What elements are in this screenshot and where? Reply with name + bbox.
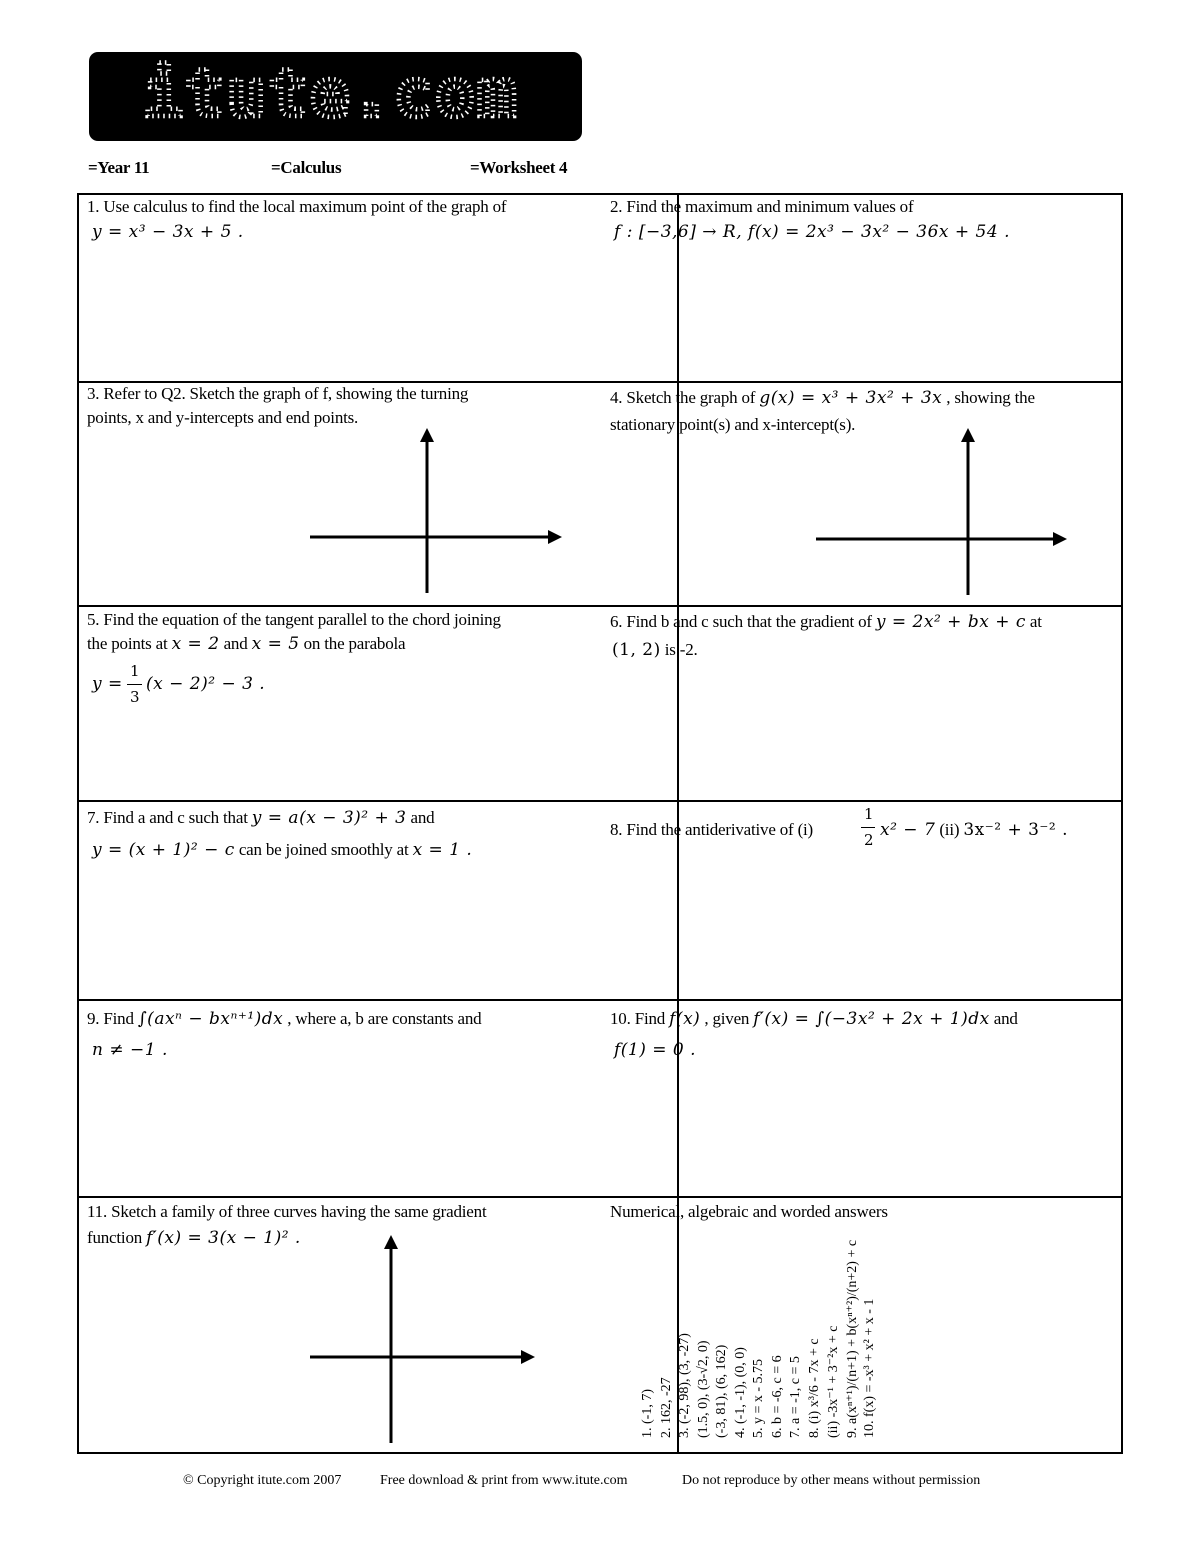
question-7-equation-2: y = (x + 1)² − c bbox=[92, 840, 235, 860]
question-5-equation-3a: y = bbox=[92, 674, 123, 694]
question-4-line-1 bbox=[610, 386, 1035, 410]
subject-label: =Calculus bbox=[271, 158, 342, 177]
question-7-line-1 bbox=[87, 806, 434, 830]
question-5-line-2 bbox=[87, 632, 405, 656]
axes-sketch-q11 bbox=[305, 1230, 545, 1445]
axes-sketch-q4 bbox=[812, 425, 1072, 595]
question-4-equation: g(x) = x³ + 3x² + 3x bbox=[759, 388, 943, 408]
question-6-equation-1: y = 2x² + bx + c bbox=[875, 612, 1026, 632]
question-4-line-2: stationary point(s) and x-intercept(s). bbox=[610, 415, 856, 434]
question-2-equation: f : [−3,6] → R, f(x) = 2x³ − 3x² − 36x + 54 . bbox=[614, 222, 1010, 242]
answers-heading: Numerical, algebraic and worded answers bbox=[610, 1202, 888, 1221]
answer-line: 8. (i) x³/6 - 7x + c bbox=[806, 1338, 822, 1438]
answer-line: 7. a = -1, c = 5 bbox=[788, 1356, 803, 1438]
logo-dot-text bbox=[89, 52, 582, 141]
question-4-text-b: , showing the bbox=[942, 388, 1035, 407]
question-5-equation-3b: (x − 2)² − 3 . bbox=[146, 674, 266, 694]
grid-divider-row-3 bbox=[79, 800, 1121, 802]
question-5-text-a: the points at bbox=[87, 634, 172, 653]
question-7-text-a: 7. Find a and c such that bbox=[87, 808, 252, 827]
answer-line: 3. (-2, 98), (3, -27) bbox=[677, 1333, 692, 1438]
question-9-equation-2: n ≠ −1 . bbox=[92, 1040, 168, 1060]
footer-download: Free download & print from www.itute.com bbox=[380, 1473, 628, 1488]
question-10-text-a: 10. Find bbox=[610, 1009, 670, 1028]
footer-copyright: © Copyright itute.com 2007 bbox=[183, 1473, 342, 1488]
question-10-equation-1: f(x) bbox=[669, 1009, 701, 1029]
question-9-equation-1: ∫(axⁿ − bxⁿ⁺¹)dx bbox=[137, 1009, 284, 1029]
itute-logo bbox=[89, 52, 582, 141]
question-6-line-2 bbox=[612, 638, 698, 662]
question-5-text-b: and bbox=[219, 634, 252, 653]
worksheet-label: =Worksheet 4 bbox=[470, 158, 568, 177]
question-10-text-c: and bbox=[989, 1009, 1018, 1028]
answer-line: 6. b = -6, c = 6 bbox=[769, 1355, 785, 1438]
question-8-equation-1: x² − 7 bbox=[880, 820, 936, 840]
grid-divider-row-2 bbox=[79, 605, 1121, 607]
question-5-text-c: on the parabola bbox=[299, 634, 406, 653]
question-5-equation-2: x = 5 bbox=[251, 634, 300, 654]
answer-line: (ii) -3x⁻¹ + 3⁻²x + c bbox=[826, 1325, 841, 1438]
question-8-text-a: 8. Find the antiderivative of (i) bbox=[610, 820, 814, 839]
question-8-fraction-denominator: 2 bbox=[864, 831, 875, 849]
question-7-equation-3: x = 1 . bbox=[412, 840, 473, 860]
answer-line: (-3, 81), (6, 162) bbox=[714, 1344, 729, 1438]
question-5-line-1: 5. Find the equation of the tangent parallel to the chord joining bbox=[87, 610, 501, 629]
grid-divider-row-5 bbox=[79, 1196, 1121, 1198]
question-11-text-a: function bbox=[87, 1228, 147, 1247]
answer-line: 10. f(x) = -x³ + x² + x - 1 bbox=[862, 1298, 877, 1438]
question-9-text-a: 9. Find bbox=[87, 1009, 138, 1028]
question-2-text: 2. Find the maximum and minimum values of bbox=[610, 197, 914, 216]
question-10-line-1 bbox=[610, 1007, 1018, 1031]
logo-text: itute.com bbox=[143, 55, 519, 132]
answer-line: 5. y = x - 5.75 bbox=[751, 1358, 766, 1438]
answer-line: (1.5, 0), (3-√2, 0) bbox=[695, 1340, 711, 1438]
axes-sketch-q3 bbox=[305, 425, 565, 595]
question-8-line-rest bbox=[880, 818, 1068, 842]
footer-notice: Do not reproduce by other means without permission bbox=[682, 1473, 981, 1488]
year-label: =Year 11 bbox=[88, 158, 150, 177]
question-8-fraction-bar bbox=[861, 827, 875, 828]
question-9-text-b: , where a, b are constants and bbox=[283, 1009, 482, 1028]
grid-divider-row-4 bbox=[79, 999, 1121, 1001]
answer-line: 2. 162, -27 bbox=[658, 1377, 674, 1438]
question-9-line-1 bbox=[87, 1007, 481, 1031]
question-1-text: 1. Use calculus to find the local maximum point of the graph of bbox=[87, 197, 507, 216]
question-8-text-b: (ii) bbox=[935, 820, 964, 839]
question-7-line-2 bbox=[92, 838, 472, 862]
question-5-fraction-numerator: 1 bbox=[130, 662, 141, 680]
answer-line: 4. (-1, -1), (0, 0) bbox=[732, 1347, 748, 1438]
question-5-fraction-denominator: 3 bbox=[130, 688, 141, 706]
question-5-equation-1: x = 2 bbox=[171, 634, 220, 654]
answer-line: 1. (-1, 7) bbox=[640, 1389, 655, 1438]
question-6-equation-2: (1, 2) bbox=[612, 640, 661, 660]
question-5-fraction-bar bbox=[127, 684, 142, 685]
question-3-line-1: 3. Refer to Q2. Sketch the graph of f, showing the turning bbox=[87, 384, 469, 403]
question-1-equation: y = x³ − 3x + 5 . bbox=[92, 222, 244, 242]
question-7-equation-1: y = a(x − 3)² + 3 bbox=[251, 808, 407, 828]
question-6-line-1 bbox=[610, 610, 1042, 634]
answers-rotated-list bbox=[640, 1233, 940, 1438]
question-8-equation-2: 3x⁻² + 3⁻² . bbox=[963, 820, 1069, 840]
question-4-text-a: 4. Sketch the graph of bbox=[610, 388, 760, 407]
question-6-text-c: is -2. bbox=[660, 640, 698, 659]
question-10-equation-2: f′(x) = ∫(−3x² + 2x + 1)dx bbox=[753, 1009, 990, 1029]
question-8-fraction-numerator: 1 bbox=[864, 805, 875, 823]
question-7-text-c: can be joined smoothly at bbox=[234, 840, 413, 859]
question-11-line-1: 11. Sketch a family of three curves having the same gradient bbox=[87, 1202, 487, 1221]
question-6-text-a: 6. Find b and c such that the gradient of bbox=[610, 612, 876, 631]
question-11-equation: f′(x) = 3(x − 1)² . bbox=[146, 1228, 301, 1248]
question-3-line-2: points, x and y-intercepts and end points. bbox=[87, 408, 359, 427]
question-6-text-b: at bbox=[1025, 612, 1042, 631]
question-10-equation-3: f(1) = 0 . bbox=[614, 1040, 697, 1060]
answer-line: 9. a(xⁿ⁺¹)/(n+1) + b(xⁿ⁺²)/(n+2) + c bbox=[844, 1239, 860, 1438]
question-10-text-b: , given bbox=[700, 1009, 754, 1028]
question-7-text-b: and bbox=[406, 808, 435, 827]
question-11-line-2 bbox=[87, 1226, 301, 1250]
